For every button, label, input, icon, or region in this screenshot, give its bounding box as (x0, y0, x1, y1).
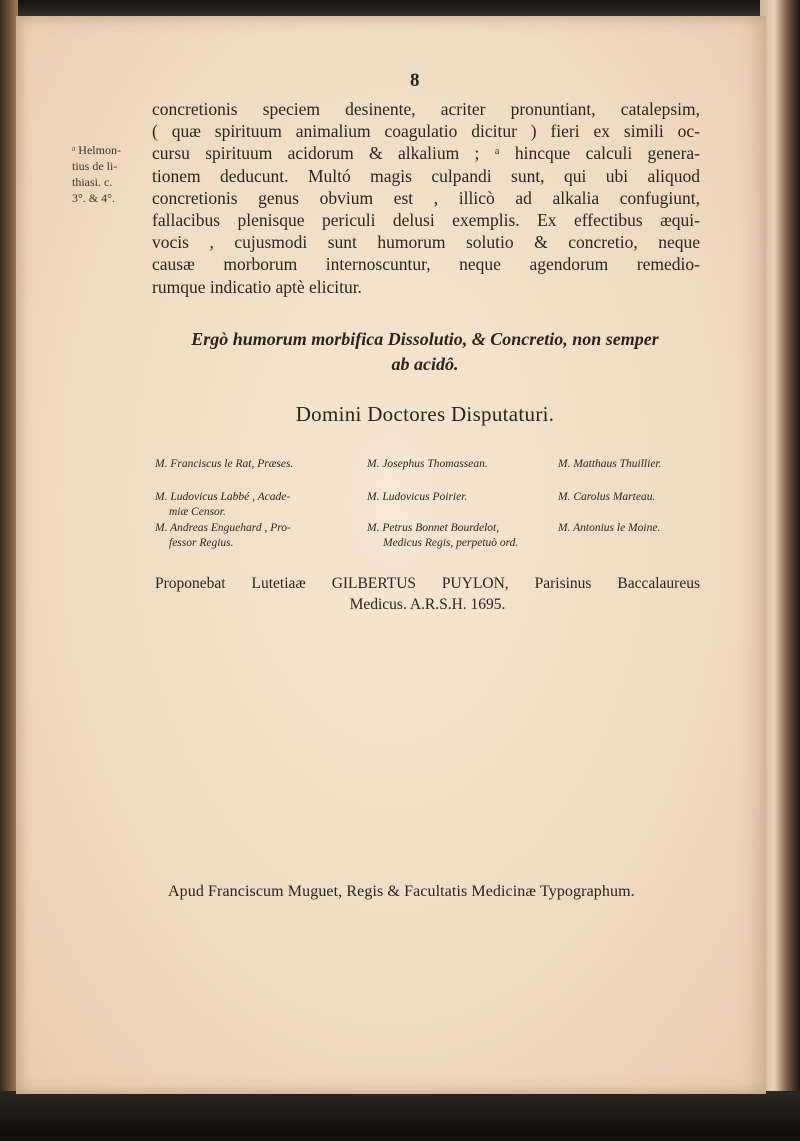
body-line: cursu spirituum acidorum & alkalium ; ᵃ hincque calculi genera- (152, 143, 700, 164)
body-line: concretionis speciem desinente, acriter pronuntiant, catalepsim, (152, 99, 700, 119)
roster-entry (367, 490, 547, 505)
roster-entry (558, 457, 700, 472)
roster-entry (558, 490, 700, 505)
conclusion-thesis (150, 327, 700, 377)
roster-entry (558, 521, 700, 536)
body-line: fallacibus plenisque periculi delusi exemplis. Ex effectibus æqui- (152, 210, 700, 231)
roster-text: fessor Regius. (169, 537, 234, 549)
roster-text: M. Carolus Marteau. (558, 491, 656, 503)
proponebat-statement (155, 573, 700, 615)
body-line: tionem deducunt. Multó magis culpandi sunt, qui ubi aliquod (152, 165, 700, 186)
margin-note-line: 3°. & 4°. (72, 191, 115, 205)
conclusion-line: Ergò humorum morbifica Dissolutio, & Concretio, non semper (191, 329, 659, 349)
doctors-heading: Domini Doctores Disputaturi. (295, 402, 555, 426)
roster-text: M. Ludovicus Poirier. (367, 491, 468, 503)
roster-text: M. Antonius le Moine. (558, 522, 661, 534)
body-line: ( quæ spirituum animalium coagulatio dicitur ) fieri ex simili oc- (152, 121, 700, 142)
roster-text: M. Ludovicus Labbé , Acade- (155, 491, 291, 503)
roster-entry (155, 457, 345, 472)
roster-text: M. Josephus Thomassean. (367, 458, 488, 470)
proponebat-line: Proponebat Lutetiaæ GILBERTUS PUYLON, Parisinus Baccalaureus (155, 575, 700, 592)
roster-entry (155, 521, 345, 551)
roster-text: miæ Censor. (169, 506, 226, 518)
roster-text: M. Matthaus Thuillier. (558, 458, 662, 470)
page-fore-edge (760, 0, 800, 1141)
printer-imprint: Apud Franciscum Muguet, Regis & Facultatis Medicinæ Typographum. (168, 883, 635, 900)
page-number: 8 (410, 70, 420, 91)
roster-text: M. Andreas Enguehard , Pro- (155, 522, 291, 534)
roster-entry (367, 457, 547, 472)
margin-note-line: tius de li- (72, 159, 118, 173)
body-line: vocis , cujusmodi sunt humorum solutio & concretio, neque (152, 232, 700, 253)
body-line: causæ morborum internoscuntur, neque agendorum remedio- (152, 254, 700, 275)
body-line: concretionis genus obvium est , illicò ad alkalia confugiunt, (152, 187, 700, 208)
margin-note-line: thiasi. c. (72, 175, 113, 189)
scan-bottom-edge (0, 1091, 800, 1141)
roster-entry (367, 521, 547, 551)
body-line: rumque indicatio aptè elicitur. (152, 276, 362, 297)
body-paragraph (152, 98, 700, 298)
roster-text: M. Petrus Bonnet Bourdelot, (367, 522, 500, 534)
margin-note-line: ᵃ Helmon- (72, 143, 121, 157)
roster-entry (155, 490, 345, 520)
margin-note (72, 142, 142, 206)
proponebat-line: Medicus. A.R.S.H. 1695. (349, 596, 506, 613)
conclusion-line: ab acidô. (391, 354, 459, 374)
roster-text: M. Franciscus le Rat, Præses. (155, 458, 294, 470)
roster-text: Medicus Regis, perpetuò ord. (383, 537, 519, 549)
